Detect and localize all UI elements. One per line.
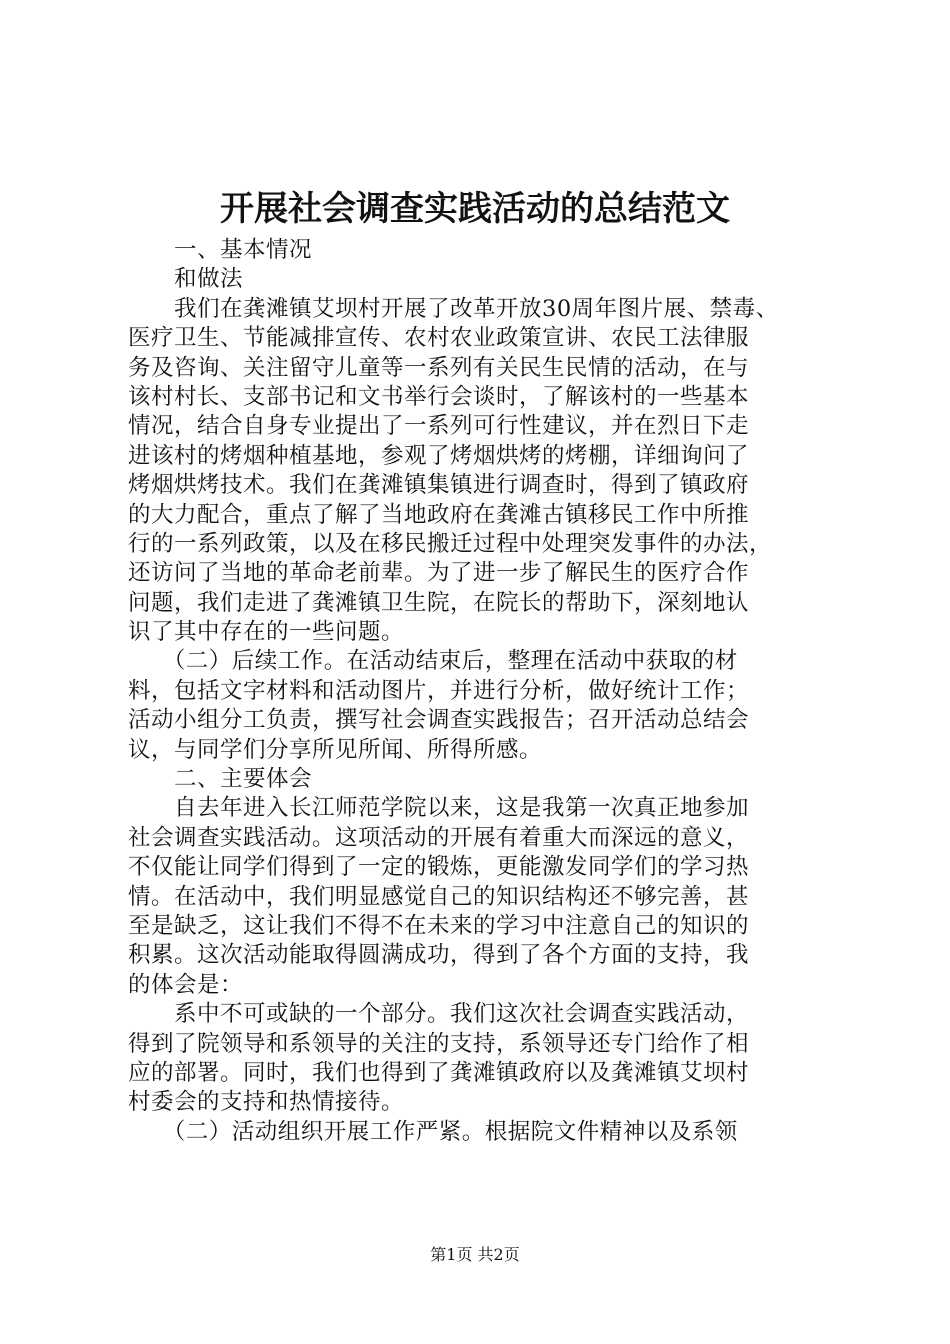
text-line: 活动小组分工负责，撰写社会调查实践报告；召开活动总结会: [128, 707, 750, 734]
text-line: （二）后续工作。在活动结束后，整理在活动中获取的材: [128, 648, 738, 675]
text-line: 医疗卫生、节能减排宣传、农村农业政策宣讲、农民工法律服: [128, 325, 750, 352]
text-line: 不仅能让同学们得到了一定的锻炼，更能激发同学们的学习热: [128, 854, 750, 881]
text-line: 情。在活动中，我们明显感觉自己的知识结构还不够完善，甚: [128, 883, 750, 910]
text-line: 自去年进入长江师范学院以来，这是我第一次真正地参加: [128, 795, 750, 822]
text-line: 至是缺乏，这让我们不得不在未来的学习中注意自己的知识的: [128, 912, 750, 939]
text-line: 和做法: [128, 266, 244, 293]
text-line: 情况，结合自身专业提出了一系列可行性建议，并在烈日下走: [128, 413, 750, 440]
text-line: 积累。这次活动能取得圆满成功，得到了各个方面的支持，我: [128, 942, 750, 969]
text-line: 一、基本情况: [128, 237, 313, 263]
document-body: [128, 236, 840, 1147]
text-line: 二、主要体会: [128, 766, 313, 793]
text-line: 社会调查实践活动。这项活动的开展有着重大而深远的意义，: [128, 824, 750, 851]
page-footer: 第1页 共2页: [430, 1245, 520, 1264]
text-line: 我们在龚滩镇艾坝村开展了改革开放30周年图片展、禁毒、: [128, 295, 779, 322]
text-line: 议，与同学们分享所见所闻、所得所感。: [128, 736, 543, 763]
text-line: 系中不可或缺的一个部分。我们这次社会调查实践活动，: [128, 1001, 750, 1028]
text-line: 还访问了当地的革命老前辈。为了进一步了解民生的医疗合作: [128, 560, 750, 587]
text-line: 的体会是：: [128, 971, 244, 998]
text-line: 村委会的支持和热情接待。: [128, 1089, 405, 1116]
text-line: 应的部署。同时，我们也得到了龚滩镇政府以及龚滩镇艾坝村: [128, 1059, 750, 1086]
text-line: 务及咨询、关注留守儿童等一系列有关民生民情的活动，在与: [128, 354, 750, 381]
text-line: 得到了院领导和系领导的关注的支持，系领导还专门给作了相: [128, 1030, 750, 1057]
text-line: 该村村长、支部书记和文书举行会谈时，了解该村的一些基本: [128, 383, 750, 410]
text-line: 料，包括文字材料和活动图片，并进行分析，做好统计工作；: [128, 677, 750, 704]
text-line: （二）活动组织开展工作严紧。根据院文件精神以及系领: [128, 1118, 738, 1145]
text-line: 问题，我们走进了龚滩镇卫生院，在院长的帮助下，深刻地认: [128, 589, 750, 616]
text-line: 烤烟烘烤技术。我们在龚滩镇集镇进行调查时，得到了镇政府: [128, 472, 750, 499]
text-line: 的大力配合，重点了解了当地政府在龚滩古镇移民工作中所推: [128, 501, 750, 528]
text-line: 行的一系列政策，以及在移民搬迁过程中处理突发事件的办法，: [128, 530, 773, 557]
document-title: 开展社会调查实践活动的总结范文: [220, 189, 730, 229]
text-line: 进该村的烤烟种植基地，参观了烤烟烘烤的烤棚，详细询问了: [128, 442, 750, 469]
text-line: 识了其中存在的一些问题。: [128, 619, 405, 646]
